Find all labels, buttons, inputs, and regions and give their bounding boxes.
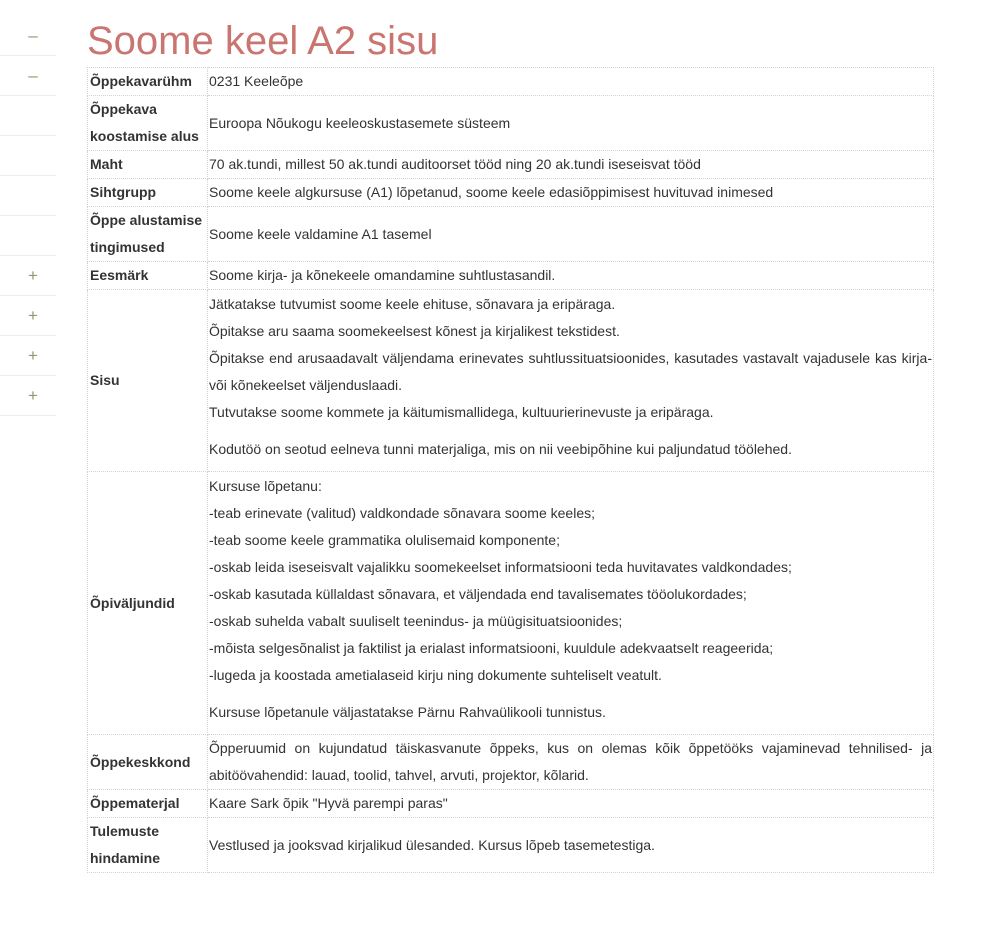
plus-icon[interactable]: + [28, 265, 38, 285]
value-line: Euroopa Nõukogu keeleoskustasemete süsteem [209, 114, 511, 131]
row-label: Maht [88, 151, 208, 179]
table-row [88, 790, 934, 818]
value-line: Õpitakse end arusaadavalt väljendama erinevates suhtlussituatsioonides, kasutades vastavalt vajadusele kas kirja- või kõnekeelset väljenduslaadi. [209, 350, 932, 393]
sidebar-item[interactable] [0, 376, 56, 416]
row-value [208, 290, 934, 472]
row-value [208, 96, 934, 151]
value-line: -teab erinevate (valitud) valdkondade sõnavara soome keeles; [209, 505, 596, 521]
table-row [88, 68, 934, 96]
sidebar-item [0, 176, 56, 216]
course-info-table [87, 67, 934, 873]
row-value [208, 207, 934, 262]
sidebar-item[interactable] [0, 296, 56, 336]
value-line: Kaare Sark õpik "Hyvä parempi paras" [209, 795, 448, 811]
table-row [88, 207, 934, 262]
value-note: Kursuse lõpetanule väljastatakse Pärnu Rahvaülikooli tunnistus. [209, 704, 606, 720]
value-line: Õpperuumid on kujundatud täiskasvanute õppeks, kus on olemas kõik õppetööks vajaminevad tehnilised- ja abitöövahendid: lauad, toolid, tahvel, arvuti, projektor, kõlarid. [209, 740, 932, 783]
value-line: Tutvutakse soome kommete ja käitumismallidega, kultuurierinevuste ja eripäraga. [209, 404, 714, 420]
table-row [88, 262, 934, 290]
minus-icon[interactable]: – [28, 25, 38, 45]
value-line: -teab soome keele grammatika olulisemaid komponente; [209, 532, 560, 548]
row-label: Sihtgrupp [88, 179, 208, 207]
table-row [88, 290, 934, 472]
value-line: Õpitakse aru saama soomekeelsest kõnest ja kirjalikest tekstidest. [209, 323, 620, 339]
row-value [208, 151, 934, 179]
table-row [88, 179, 934, 207]
row-label: Õppe alustamise tingimused [88, 207, 208, 262]
table-row [88, 151, 934, 179]
row-label: Õppekavarühm [88, 68, 208, 96]
page-title: Soome keel A2 sisu [87, 19, 439, 63]
value-line: -oskab kasutada küllaldast sõnavara, et väljendada end tavalisemates tööolukordades; [209, 586, 747, 602]
row-value [208, 735, 934, 790]
value-line: -mõista selgesõnalist ja faktilist ja erialast informatsiooni, kuuldule adekvaatselt reageerida; [209, 640, 774, 656]
row-label: Õppematerjal [88, 790, 208, 818]
row-label: Õppekeskkond [88, 735, 208, 790]
value-line: -lugeda ja koostada ametialaseid kirju ning dokumente suhteliselt veatult. [209, 667, 662, 683]
row-label: Sisu [88, 290, 208, 472]
table-row [88, 96, 934, 151]
minus-icon[interactable]: – [28, 65, 38, 85]
sidebar-item[interactable] [0, 256, 56, 296]
plus-icon[interactable]: + [28, 305, 38, 325]
sidebar-item[interactable] [0, 16, 56, 56]
row-value [208, 179, 934, 207]
plus-icon[interactable]: + [28, 345, 38, 365]
value-note: Kodutöö on seotud eelneva tunni materjaliga, mis on nii veebipõhine kui paljundatud töölehed. [209, 441, 792, 457]
row-value [208, 472, 934, 735]
value-line: -oskab leida iseseisvalt vajalikku soomekeelset informatsiooni teda huvitavates valdkondades; [209, 559, 792, 575]
sidebar-item[interactable] [0, 56, 56, 96]
row-value [208, 790, 934, 818]
value-line: Soome keele algkursuse (A1) lõpetanud, soome keele edasiõppimisest huvituvad inimesed [209, 184, 774, 200]
row-label: Eesmärk [88, 262, 208, 290]
row-label: Tulemuste hindamine [88, 818, 208, 873]
sidebar-item [0, 136, 56, 176]
row-label: Õppekava koostamise alus [88, 96, 208, 151]
row-value [208, 818, 934, 873]
sidebar-item [0, 96, 56, 136]
sidebar [0, 16, 56, 416]
row-value [208, 68, 934, 96]
value-line: Vestlused ja jooksvad kirjalikud ülesanded. Kursus lõpeb tasemetestiga. [209, 836, 655, 853]
plus-icon[interactable]: + [28, 385, 38, 405]
table-row [88, 735, 934, 790]
sidebar-item [0, 216, 56, 256]
value-line: Soome keele valdamine A1 tasemel [209, 225, 432, 242]
sidebar-item[interactable] [0, 336, 56, 376]
value-line: -oskab suhelda vabalt suuliselt teenindus- ja müügisituatsioonides; [209, 613, 623, 629]
value-line: Soome kirja- ja kõnekeele omandamine suhtlustasandil. [209, 267, 556, 283]
row-value [208, 262, 934, 290]
table-row [88, 818, 934, 873]
value-line: Kursuse lõpetanu: [209, 478, 322, 494]
value-line: 0231 Keeleõpe [209, 73, 304, 89]
table-row [88, 472, 934, 735]
row-label: Õpiväljundid [88, 472, 208, 735]
value-line: 70 ak.tundi, millest 50 ak.tundi auditoorset tööd ning 20 ak.tundi iseseisvat tööd [209, 156, 701, 172]
main-content [87, 0, 934, 873]
value-line: Jätkatakse tutvumist soome keele ehituse, sõnavara ja eripäraga. [209, 296, 616, 312]
